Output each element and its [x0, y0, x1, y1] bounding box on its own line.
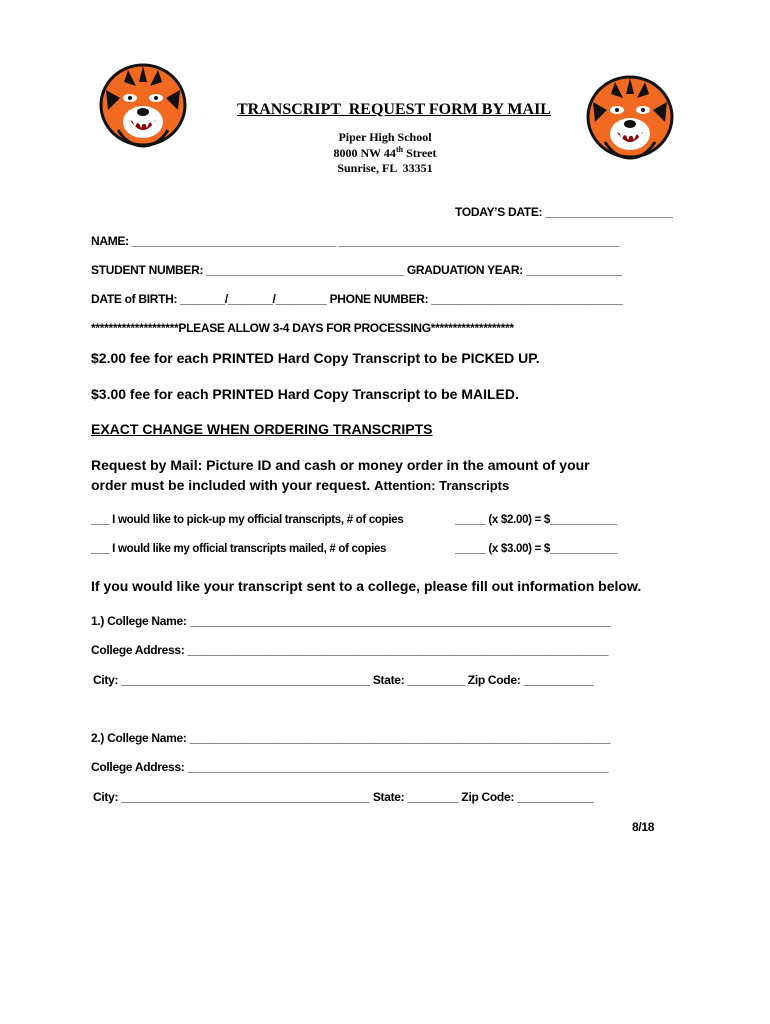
mailed-fee-note: $3.00 fee for each PRINTED Hard Copy Transcript to be MAILED.	[91, 386, 519, 402]
school-street: 8000 NW 44th Street	[333, 145, 437, 160]
pickup-calc[interactable]: _____ (x $2.00) = $___________	[455, 514, 618, 526]
college2-name-field[interactable]: 2.) College Name: __________________________________________________________________	[91, 731, 611, 745]
college2-city-field[interactable]: City: _______________________________________ State: ________ Zip Code: ____________	[93, 790, 594, 804]
college1-city-field[interactable]: City: _______________________________________ State: _________ Zip Code: ___________	[93, 673, 594, 687]
mailed-calc[interactable]: _____ (x $3.00) = $___________	[455, 543, 618, 555]
request-line-1: Request by Mail: Picture ID and cash or money order in the amount of your	[91, 457, 590, 473]
exact-change-note: EXACT CHANGE WHEN ORDERING TRANSCRIPTS	[91, 421, 433, 437]
processing-notice: ********************PLEASE ALLOW 3-4 DAYS FOR PROCESSING*******************	[91, 321, 514, 335]
college2-address-field[interactable]: College Address: __________________________________________________________________	[91, 760, 609, 774]
form-title: TRANSCRIPT REQUEST FORM BY MAIL	[237, 101, 551, 118]
college1-name-field[interactable]: 1.) College Name: __________________________________________________________________	[91, 614, 611, 628]
pickup-fee-note: $2.00 fee for each PRINTED Hard Copy Transcript to be PICKED UP.	[91, 350, 540, 366]
pickup-option[interactable]: ___ I would like to pick-up my official transcripts, # of copies	[91, 514, 404, 526]
name-field[interactable]: NAME: ________________________________ ____________________________________________	[91, 234, 620, 248]
mailed-option[interactable]: ___ I would like my official transcripts mailed, # of copies	[91, 543, 387, 555]
college1-address-field[interactable]: College Address: __________________________________________________________________	[91, 643, 609, 657]
request-line-2: order must be included with your request. Attention: Transcripts	[91, 477, 510, 493]
student-number-field[interactable]: STUDENT NUMBER: _______________________________ GRADUATION YEAR: _______________	[91, 263, 622, 277]
school-name: Piper High School	[338, 130, 432, 144]
college-note: If you would like your transcript sent to a college, please fill out information below.	[91, 578, 642, 594]
form-version: 8/18	[632, 820, 655, 834]
attention-label: Attention: Transcripts	[374, 478, 510, 493]
school-city: Sunrise, FL 33351	[337, 161, 433, 175]
dob-phone-field[interactable]: DATE of BIRTH: _______/_______/________ PHONE NUMBER: ______________________________	[91, 292, 623, 306]
todays-date-field[interactable]: TODAY’S DATE: ____________________	[455, 205, 673, 219]
